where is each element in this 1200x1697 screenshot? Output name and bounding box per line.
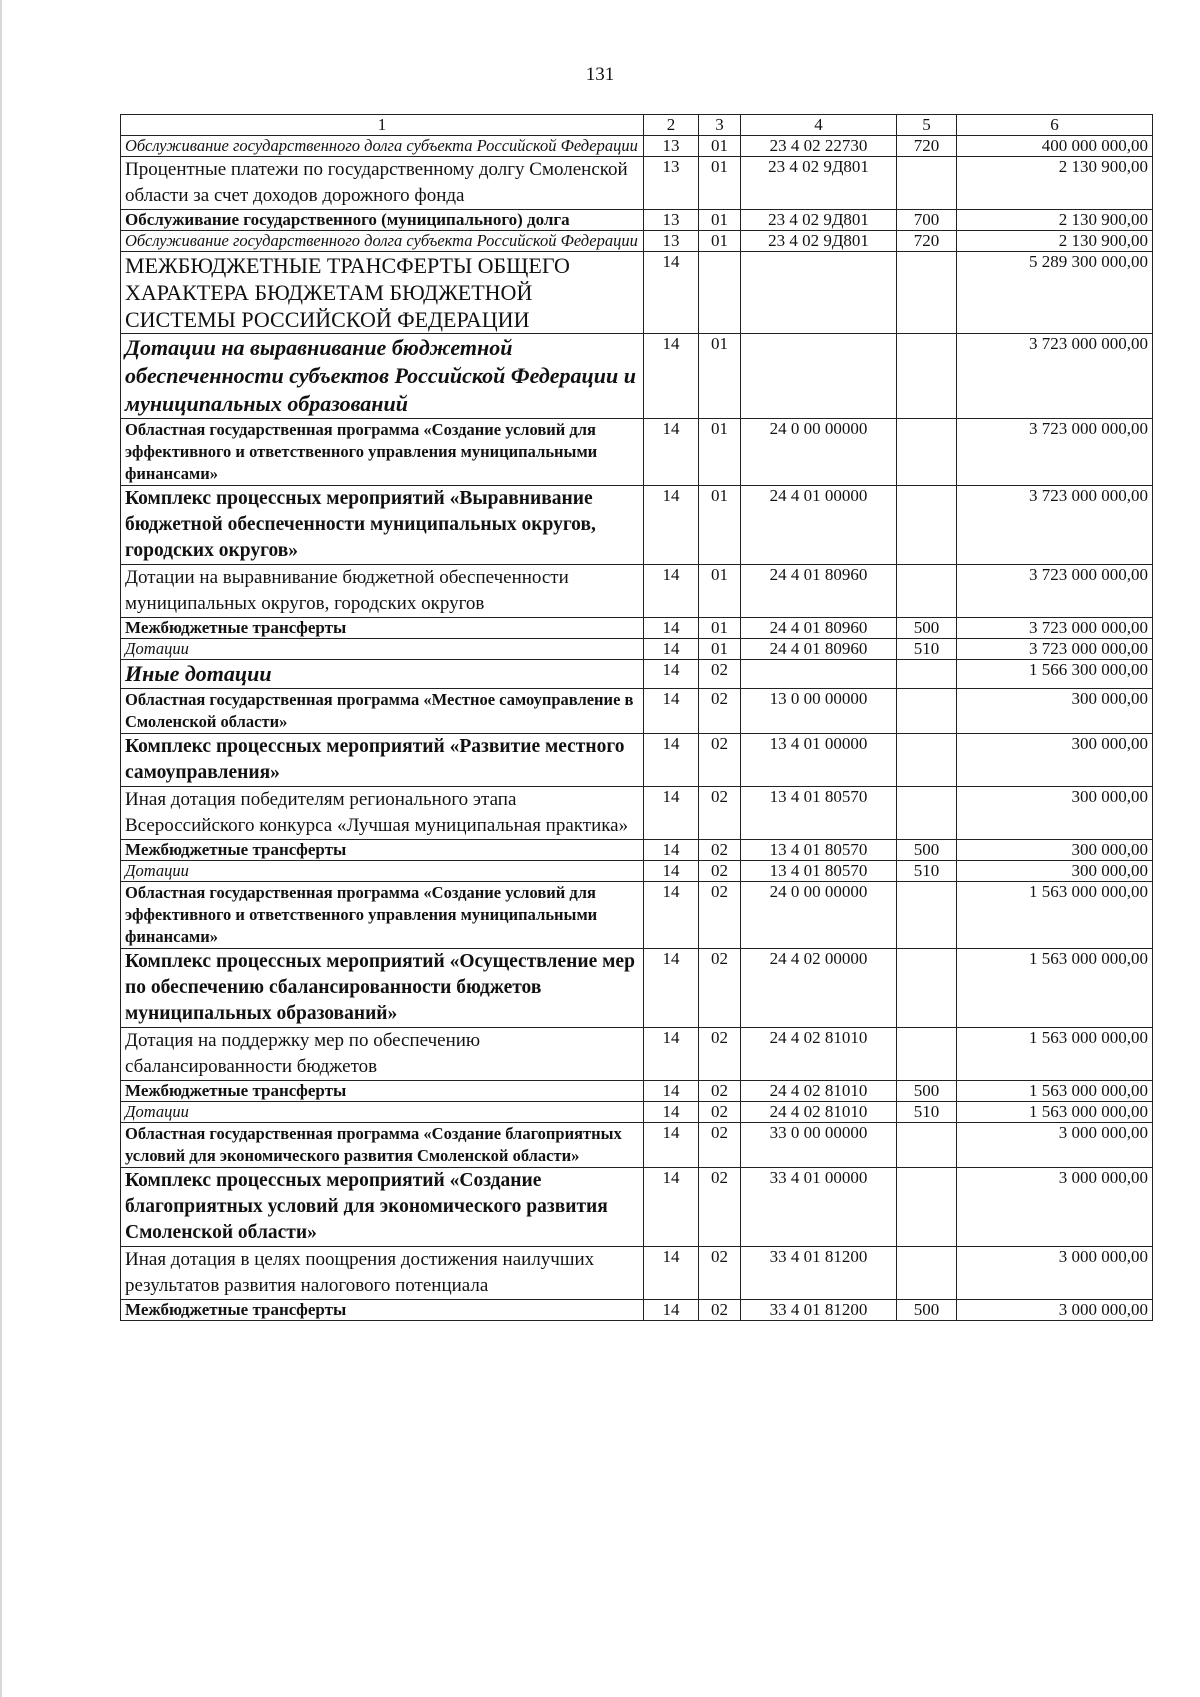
row-subsection: 02: [699, 1102, 741, 1123]
row-target-article: 33 0 00 00000: [741, 1123, 897, 1168]
row-expense-type: [897, 334, 957, 419]
row-section: 14: [644, 639, 699, 660]
row-name: Комплекс процессных мероприятий «Осуществление мер по обеспечению сбалансированности бюджетов муниципальных образований»: [121, 949, 644, 1028]
row-expense-type: 500: [897, 1081, 957, 1102]
row-target-article: 13 4 01 80570: [741, 861, 897, 882]
row-expense-type: 510: [897, 861, 957, 882]
row-subsection: 01: [699, 419, 741, 486]
row-expense-type: 500: [897, 840, 957, 861]
row-section: 14: [644, 1123, 699, 1168]
row-target-article: 13 4 01 80570: [741, 840, 897, 861]
row-subsection: 01: [699, 157, 741, 210]
row-target-article: 24 4 02 81010: [741, 1102, 897, 1123]
row-target-article: 33 4 01 81200: [741, 1300, 897, 1321]
row-expense-type: [897, 949, 957, 1028]
table-row: [121, 618, 1153, 639]
row-target-article: [741, 252, 897, 334]
table-row: [121, 1028, 1153, 1081]
table-row: [121, 419, 1153, 486]
row-name: Дотации на выравнивание бюджетной обеспеченности субъектов Российской Федерации и муниципальных образований: [121, 334, 644, 419]
table-row: [121, 1102, 1153, 1123]
table-row: [121, 231, 1153, 252]
row-section: 14: [644, 660, 699, 689]
row-target-article: 24 4 01 80960: [741, 639, 897, 660]
row-subsection: 02: [699, 660, 741, 689]
row-target-article: 24 4 01 80960: [741, 565, 897, 618]
row-target-article: 24 4 01 00000: [741, 486, 897, 565]
row-name: Дотации на выравнивание бюджетной обеспеченности муниципальных округов, городских округов: [121, 565, 644, 618]
row-expense-type: 510: [897, 1102, 957, 1123]
row-expense-type: [897, 660, 957, 689]
row-target-article: 24 4 02 81010: [741, 1028, 897, 1081]
row-name: Межбюджетные трансферты: [121, 840, 644, 861]
table-row: [121, 157, 1153, 210]
table-row: [121, 840, 1153, 861]
row-expense-type: [897, 689, 957, 734]
row-amount: 5 289 300 000,00: [957, 252, 1153, 334]
row-subsection: 01: [699, 210, 741, 231]
table-row: [121, 252, 1153, 334]
row-amount: 3 723 000 000,00: [957, 565, 1153, 618]
row-name: Обслуживание государственного (муниципального) долга: [121, 210, 644, 231]
header-col-1: 1: [121, 115, 644, 136]
row-target-article: 13 0 00 00000: [741, 689, 897, 734]
row-subsection: 01: [699, 334, 741, 419]
row-subsection: 01: [699, 565, 741, 618]
row-amount: 2 130 900,00: [957, 210, 1153, 231]
table-row: [121, 882, 1153, 949]
row-name: Обслуживание государственного долга субъекта Российской Федерации: [121, 136, 644, 157]
row-expense-type: [897, 486, 957, 565]
table-row: [121, 1247, 1153, 1300]
row-subsection: 01: [699, 231, 741, 252]
row-section: 14: [644, 565, 699, 618]
row-subsection: 02: [699, 861, 741, 882]
row-amount: 300 000,00: [957, 787, 1153, 840]
row-amount: 300 000,00: [957, 840, 1153, 861]
row-expense-type: [897, 157, 957, 210]
row-section: 14: [644, 734, 699, 787]
table-row: [121, 486, 1153, 565]
row-name: Дотации: [121, 639, 644, 660]
row-section: 14: [644, 419, 699, 486]
header-col-5: 5: [897, 115, 957, 136]
row-target-article: 23 4 02 9Д801: [741, 210, 897, 231]
row-name: Областная государственная программа «Создание благоприятных условий для экономического развития Смоленской области»: [121, 1123, 644, 1168]
row-target-article: [741, 334, 897, 419]
row-subsection: 01: [699, 618, 741, 639]
row-amount: 1 563 000 000,00: [957, 882, 1153, 949]
row-amount: 3 000 000,00: [957, 1300, 1153, 1321]
row-subsection: 02: [699, 840, 741, 861]
row-name: Областная государственная программа «Создание условий для эффективного и ответственного управления муниципальными финансами»: [121, 419, 644, 486]
row-section: 13: [644, 231, 699, 252]
table-body: [121, 136, 1153, 1321]
table-row: [121, 689, 1153, 734]
row-expense-type: [897, 1123, 957, 1168]
row-section: 14: [644, 840, 699, 861]
table-row: [121, 639, 1153, 660]
header-col-2: 2: [644, 115, 699, 136]
row-name: Областная государственная программа «Создание условий для эффективного и ответственного управления муниципальными финансами»: [121, 882, 644, 949]
header-col-4: 4: [741, 115, 897, 136]
row-name: Дотации: [121, 1102, 644, 1123]
row-amount: 3 723 000 000,00: [957, 419, 1153, 486]
row-name: Межбюджетные трансферты: [121, 1300, 644, 1321]
row-subsection: 01: [699, 639, 741, 660]
row-expense-type: [897, 787, 957, 840]
header-col-6: 6: [957, 115, 1153, 136]
row-section: 13: [644, 157, 699, 210]
page-number: 131: [585, 64, 615, 85]
table-row: [121, 660, 1153, 689]
row-target-article: [741, 660, 897, 689]
row-name: Областная государственная программа «Местное самоуправление в Смоленской области»: [121, 689, 644, 734]
row-expense-type: 720: [897, 231, 957, 252]
row-section: 14: [644, 861, 699, 882]
row-name: Обслуживание государственного долга субъекта Российской Федерации: [121, 231, 644, 252]
row-name: Дотации: [121, 861, 644, 882]
table-row: [121, 136, 1153, 157]
header-row: [121, 115, 1153, 136]
row-target-article: 24 4 02 81010: [741, 1081, 897, 1102]
row-subsection: 01: [699, 486, 741, 565]
row-target-article: 13 4 01 80570: [741, 787, 897, 840]
row-expense-type: [897, 565, 957, 618]
table-row: [121, 334, 1153, 419]
row-section: 14: [644, 1081, 699, 1102]
row-name: Иная дотация победителям регионального этапа Всероссийского конкурса «Лучшая муниципальная практика»: [121, 787, 644, 840]
table-row: [121, 1081, 1153, 1102]
row-amount: 3 723 000 000,00: [957, 486, 1153, 565]
row-amount: 400 000 000,00: [957, 136, 1153, 157]
row-subsection: 02: [699, 689, 741, 734]
row-amount: 2 130 900,00: [957, 231, 1153, 252]
row-amount: 3 000 000,00: [957, 1168, 1153, 1247]
row-subsection: 02: [699, 787, 741, 840]
row-subsection: 01: [699, 136, 741, 157]
row-section: 14: [644, 334, 699, 419]
row-section: 13: [644, 210, 699, 231]
row-target-article: 24 4 01 80960: [741, 618, 897, 639]
row-name: Межбюджетные трансферты: [121, 618, 644, 639]
row-expense-type: [897, 419, 957, 486]
row-expense-type: 700: [897, 210, 957, 231]
row-section: 14: [644, 689, 699, 734]
row-amount: 300 000,00: [957, 861, 1153, 882]
row-expense-type: [897, 1247, 957, 1300]
table-row: [121, 565, 1153, 618]
table-row: [121, 1168, 1153, 1247]
row-section: 14: [644, 1300, 699, 1321]
row-expense-type: [897, 252, 957, 334]
row-section: 14: [644, 1102, 699, 1123]
scan-edge-shadow: [0, 0, 2, 1697]
row-amount: 3 000 000,00: [957, 1123, 1153, 1168]
row-amount: 3 723 000 000,00: [957, 618, 1153, 639]
row-name: Комплекс процессных мероприятий «Создание благоприятных условий для экономического развития Смоленской области»: [121, 1168, 644, 1247]
row-name: Иные дотации: [121, 660, 644, 689]
row-expense-type: 500: [897, 618, 957, 639]
row-expense-type: [897, 1028, 957, 1081]
row-amount: 1 566 300 000,00: [957, 660, 1153, 689]
row-name: Комплекс процессных мероприятий «Развитие местного самоуправления»: [121, 734, 644, 787]
row-amount: 300 000,00: [957, 689, 1153, 734]
row-amount: 1 563 000 000,00: [957, 1028, 1153, 1081]
row-section: 14: [644, 949, 699, 1028]
row-subsection: 02: [699, 949, 741, 1028]
table-row: [121, 734, 1153, 787]
row-amount: 3 723 000 000,00: [957, 639, 1153, 660]
row-expense-type: 500: [897, 1300, 957, 1321]
row-target-article: 13 4 01 00000: [741, 734, 897, 787]
row-target-article: 33 4 01 81200: [741, 1247, 897, 1300]
row-subsection: [699, 252, 741, 334]
row-subsection: 02: [699, 1168, 741, 1247]
row-section: 13: [644, 136, 699, 157]
row-subsection: 02: [699, 734, 741, 787]
header-col-3: 3: [699, 115, 741, 136]
row-name: МЕЖБЮДЖЕТНЫЕ ТРАНСФЕРТЫ ОБЩЕГО ХАРАКТЕРА БЮДЖЕТАМ БЮДЖЕТНОЙ СИСТЕМЫ РОССИЙСКОЙ ФЕДЕРАЦИИ: [121, 252, 644, 334]
row-subsection: 02: [699, 1028, 741, 1081]
row-section: 14: [644, 1028, 699, 1081]
table-row: [121, 210, 1153, 231]
row-target-article: 23 4 02 9Д801: [741, 157, 897, 210]
row-subsection: 02: [699, 882, 741, 949]
row-amount: 3 723 000 000,00: [957, 334, 1153, 419]
row-section: 14: [644, 1247, 699, 1300]
row-name: Иная дотация в целях поощрения достижения наилучших результатов развития налогового потенциала: [121, 1247, 644, 1300]
row-target-article: 23 4 02 9Д801: [741, 231, 897, 252]
row-name: Межбюджетные трансферты: [121, 1081, 644, 1102]
table-row: [121, 1123, 1153, 1168]
budget-table: [120, 114, 1153, 1321]
row-name: Дотация на поддержку мер по обеспечению сбалансированности бюджетов: [121, 1028, 644, 1081]
row-target-article: 24 4 02 00000: [741, 949, 897, 1028]
row-expense-type: 510: [897, 639, 957, 660]
row-amount: 3 000 000,00: [957, 1247, 1153, 1300]
row-amount: 2 130 900,00: [957, 157, 1153, 210]
row-section: 14: [644, 252, 699, 334]
row-target-article: 24 0 00 00000: [741, 882, 897, 949]
row-subsection: 02: [699, 1081, 741, 1102]
row-expense-type: 720: [897, 136, 957, 157]
row-amount: 1 563 000 000,00: [957, 1081, 1153, 1102]
row-name: Комплекс процессных мероприятий «Выравнивание бюджетной обеспеченности муниципальных округов, городских округов»: [121, 486, 644, 565]
row-target-article: 24 0 00 00000: [741, 419, 897, 486]
row-subsection: 02: [699, 1123, 741, 1168]
table-row: [121, 787, 1153, 840]
row-expense-type: [897, 882, 957, 949]
row-section: 14: [644, 787, 699, 840]
table-row: [121, 949, 1153, 1028]
row-target-article: 23 4 02 22730: [741, 136, 897, 157]
row-subsection: 02: [699, 1247, 741, 1300]
row-target-article: 33 4 01 00000: [741, 1168, 897, 1247]
row-section: 14: [644, 486, 699, 565]
row-section: 14: [644, 1168, 699, 1247]
row-amount: 300 000,00: [957, 734, 1153, 787]
row-subsection: 02: [699, 1300, 741, 1321]
table-row: [121, 1300, 1153, 1321]
table-row: [121, 861, 1153, 882]
row-amount: 1 563 000 000,00: [957, 949, 1153, 1028]
row-expense-type: [897, 1168, 957, 1247]
row-section: 14: [644, 618, 699, 639]
row-name: Процентные платежи по государственному долгу Смоленской области за счет доходов дорожного фонда: [121, 157, 644, 210]
row-section: 14: [644, 882, 699, 949]
row-expense-type: [897, 734, 957, 787]
row-amount: 1 563 000 000,00: [957, 1102, 1153, 1123]
